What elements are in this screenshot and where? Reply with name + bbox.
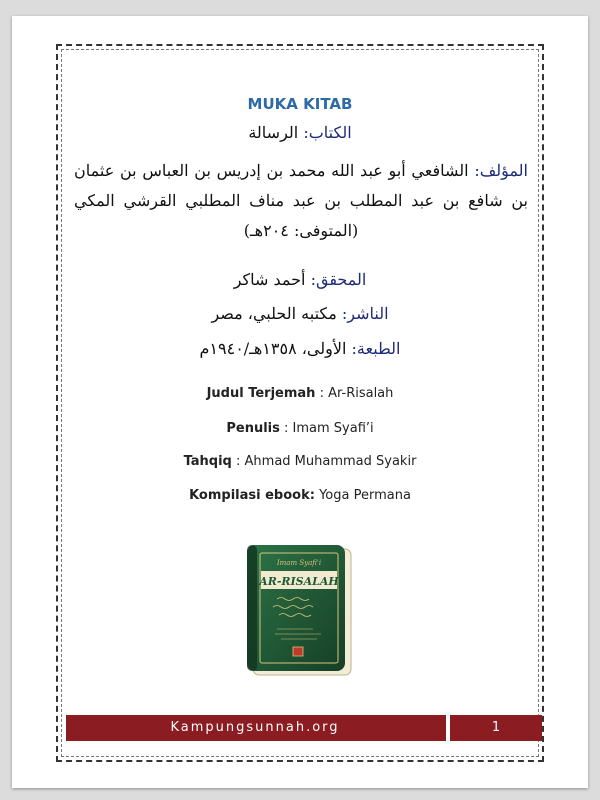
footer-site-name: Kampungsunnah.org: [170, 720, 340, 735]
arabic-title-label: الكتاب:: [303, 123, 352, 142]
translation-title-value: Ar-Risalah: [328, 386, 394, 401]
tahqiq-value: Ahmad Muhammad Syakir: [244, 454, 417, 469]
page-footer: [66, 715, 542, 741]
arabic-author-paragraph: [74, 156, 528, 246]
arabic-publisher-value: مكتبه الحلبي، مصر: [211, 304, 337, 323]
arabic-edition-line: [12, 339, 588, 358]
arabic-title-line: [12, 123, 588, 142]
translation-title-line: [12, 386, 588, 401]
ebook-compiler-label: Kompilasi ebook:: [189, 488, 315, 503]
arabic-editor-value: أحمد شاكر: [233, 270, 306, 289]
author-line: [12, 421, 588, 436]
arabic-editor-label: المحقق:: [310, 270, 367, 289]
arabic-title-value: الرسالة: [248, 123, 299, 142]
tahqiq-line: [12, 454, 588, 469]
arabic-edition-value: الأولى، ١٣٥٨هـ/١٩٤٠م: [199, 339, 347, 358]
translation-title-label: Judul Terjemah: [206, 386, 316, 401]
book-title-text: AR-RISALAH: [259, 575, 339, 588]
arabic-publisher-line: [12, 304, 588, 323]
arabic-edition-label: الطبعة:: [351, 339, 401, 358]
author-label: Penulis: [226, 421, 280, 436]
book-author-text: Imam Syafi'i: [276, 559, 322, 567]
book-cover-image: [243, 543, 355, 677]
tahqiq-label: Tahqiq: [183, 454, 232, 469]
arabic-author-label: المؤلف:: [474, 161, 528, 180]
page-title: MUKA KITAB: [247, 95, 353, 113]
document-page: [12, 16, 588, 788]
arabic-author-value: الشافعي أبو عبد الله محمد بن إدريس بن العباس بن عثمان بن شافع بن عبد المطلب بن عبد مناف المطلبي القرشي المكي (المتوفى: ٢٠٤هـ): [74, 161, 528, 240]
book-spine: [247, 545, 257, 671]
author-value: Imam Syafi’i: [292, 421, 374, 436]
ebook-compiler-line: [12, 488, 588, 503]
ebook-compiler-value: Yoga Permana: [319, 488, 411, 503]
arabic-publisher-label: الناشر:: [341, 304, 389, 323]
arabic-editor-line: [12, 270, 588, 289]
tahqiq-sep: :: [231, 454, 245, 469]
author-sep: :: [279, 421, 293, 436]
book-publisher-emblem: [293, 647, 303, 656]
footer-page-number: 1: [491, 720, 501, 735]
translation-title-sep: :: [315, 386, 329, 401]
